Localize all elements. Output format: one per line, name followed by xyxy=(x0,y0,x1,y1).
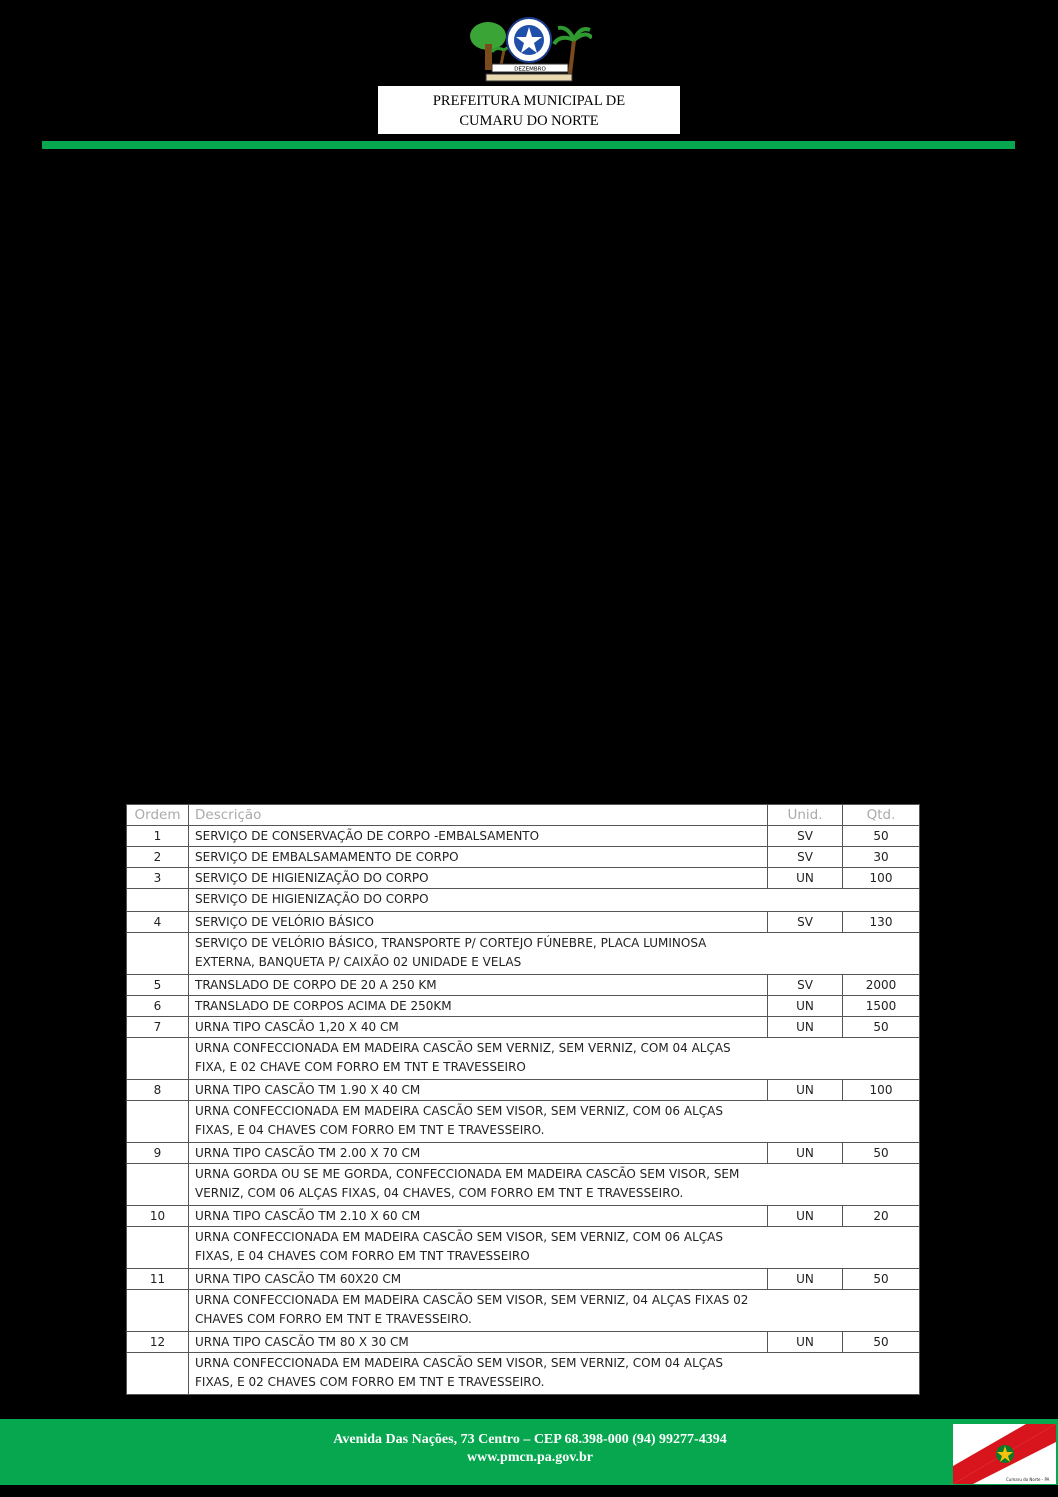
municipal-coat-of-arms-logo xyxy=(466,14,592,82)
table-row xyxy=(127,1331,920,1352)
table-row xyxy=(127,868,920,889)
detail-text: URNA CONFECCIONADA EM MADEIRA CASCÃO SEM VISOR, SEM VERNIZ, COM 04 ALÇAS FIXAS, E 02 CHAVES COM FORRO EM TNT E TRAVESSEIRO. xyxy=(195,1355,723,1389)
cell-qtd: 1500 xyxy=(843,995,920,1016)
municipality-title-box xyxy=(378,86,680,134)
cell-unid: SV xyxy=(768,911,843,932)
cell-unid: UN xyxy=(768,1079,843,1100)
footer-website[interactable]: www.pmcn.pa.gov.br xyxy=(466,1450,594,1465)
footer-address: Avenida Das Nações, 73 Centro – CEP 68.398-000 (94) 99277-4394 xyxy=(333,1432,727,1447)
cell-unid: SV xyxy=(768,974,843,995)
detail-text: SERVIÇO DE VELÓRIO BÁSICO, TRANSPORTE P/ CORTEJO FÚNEBRE, PLACA LUMINOSA EXTERNA, BANQUETA P/ CAIXÃO 02 UNIDADE E VELAS xyxy=(195,935,707,969)
cell-unid: UN xyxy=(768,1142,843,1163)
cell-ordem: 7 xyxy=(127,1016,189,1037)
table-row xyxy=(127,1142,920,1163)
cell-qtd: 130 xyxy=(843,911,920,932)
detail-text: URNA CONFECCIONADA EM MADEIRA CASCÃO SEM VISOR, SEM VERNIZ, COM 06 ALÇAS FIXAS, E 04 CHAVES COM FORRO EM TNT E TRAVESSEIRO. xyxy=(195,1103,723,1137)
table-detail-row xyxy=(127,1163,920,1205)
table-detail-row xyxy=(127,1289,920,1331)
detail-blank-cell xyxy=(127,1289,189,1331)
cell-descricao: URNA TIPO CASCÃO TM 2.10 X 60 CM xyxy=(189,1205,768,1226)
cell-descricao: TRANSLADO DE CORPO DE 20 A 250 KM xyxy=(189,974,768,995)
column-header-qtd: Qtd. xyxy=(843,805,920,826)
cell-ordem: 4 xyxy=(127,911,189,932)
cell-ordem: 5 xyxy=(127,974,189,995)
cell-unid: UN xyxy=(768,1205,843,1226)
cell-ordem: 6 xyxy=(127,995,189,1016)
detail-description-cell xyxy=(189,889,920,912)
cell-qtd: 50 xyxy=(843,1331,920,1352)
detail-blank-cell xyxy=(127,1100,189,1142)
table-row xyxy=(127,1079,920,1100)
column-header-descricao: Descrição xyxy=(189,805,768,826)
detail-text: SERVIÇO DE HIGIENIZAÇÃO DO CORPO xyxy=(195,892,429,906)
table-row xyxy=(127,911,920,932)
detail-text: URNA GORDA OU SE ME GORDA, CONFECCIONADA EM MADEIRA CASCÃO SEM VISOR, SEM VERNIZ, COM 06 ALÇAS FIXAS, 04 CHAVES, COM FORRO EM TNT E TRAVESSEIRO. xyxy=(195,1166,740,1200)
cell-descricao: URNA TIPO CASCÃO TM 80 X 30 CM xyxy=(189,1331,768,1352)
table-detail-row xyxy=(127,1100,920,1142)
cell-unid: UN xyxy=(768,1331,843,1352)
cell-unid: SV xyxy=(768,826,843,847)
cell-descricao: URNA TIPO CASCÃO TM 60X20 CM xyxy=(189,1268,768,1289)
cell-unid: UN xyxy=(768,995,843,1016)
cell-descricao: SERVIÇO DE HIGIENIZAÇÃO DO CORPO xyxy=(189,868,768,889)
cell-descricao: SERVIÇO DE EMBALSAMAMENTO DE CORPO xyxy=(189,847,768,868)
column-header-unid: Unid. xyxy=(768,805,843,826)
cell-ordem: 11 xyxy=(127,1268,189,1289)
cell-descricao: SERVIÇO DE CONSERVAÇÃO DE CORPO -EMBALSAMENTO xyxy=(189,826,768,847)
detail-description-cell xyxy=(189,932,920,974)
cell-descricao: URNA TIPO CASCÃO TM 2.00 X 70 CM xyxy=(189,1142,768,1163)
state-flag-icon xyxy=(953,1424,1056,1484)
table-detail-row xyxy=(127,932,920,974)
table-row xyxy=(127,995,920,1016)
table-row xyxy=(127,847,920,868)
flag-caption: Cumaru do Norte - PA xyxy=(1006,1477,1050,1482)
cell-qtd: 50 xyxy=(843,1016,920,1037)
cell-qtd: 100 xyxy=(843,868,920,889)
detail-blank-cell xyxy=(127,1163,189,1205)
table-detail-row xyxy=(127,1352,920,1394)
cell-qtd: 20 xyxy=(843,1205,920,1226)
detail-blank-cell xyxy=(127,1037,189,1079)
cell-ordem: 9 xyxy=(127,1142,189,1163)
table-row xyxy=(127,1268,920,1289)
detail-blank-cell xyxy=(127,1226,189,1268)
detail-text: URNA CONFECCIONADA EM MADEIRA CASCÃO SEM VISOR, SEM VERNIZ, COM 06 ALÇAS FIXAS, E 04 CHAVES COM FORRO EM TNT TRAVESSEIRO xyxy=(195,1229,723,1263)
cell-ordem: 2 xyxy=(127,847,189,868)
table-row xyxy=(127,974,920,995)
cell-ordem: 10 xyxy=(127,1205,189,1226)
cell-unid: UN xyxy=(768,868,843,889)
table-detail-row xyxy=(127,1226,920,1268)
cell-unid: UN xyxy=(768,1268,843,1289)
items-table xyxy=(126,804,920,1395)
cell-descricao: SERVIÇO DE VELÓRIO BÁSICO xyxy=(189,911,768,932)
cell-ordem: 12 xyxy=(127,1331,189,1352)
detail-description-cell xyxy=(189,1100,920,1142)
detail-description-cell xyxy=(189,1163,920,1205)
detail-blank-cell xyxy=(127,889,189,912)
cell-qtd: 50 xyxy=(843,1268,920,1289)
table-detail-row xyxy=(127,1037,920,1079)
column-header-ordem: Ordem xyxy=(127,805,189,826)
cell-unid: UN xyxy=(768,1016,843,1037)
detail-description-cell xyxy=(189,1226,920,1268)
cell-unid: SV xyxy=(768,847,843,868)
detail-description-cell xyxy=(189,1289,920,1331)
detail-description-cell xyxy=(189,1037,920,1079)
footer-contact xyxy=(260,1431,800,1467)
cell-descricao: URNA TIPO CASCÃO TM 1.90 X 40 CM xyxy=(189,1079,768,1100)
cell-ordem: 3 xyxy=(127,868,189,889)
cell-descricao: URNA TIPO CASCÃO 1,20 X 40 CM xyxy=(189,1016,768,1037)
cell-ordem: 8 xyxy=(127,1079,189,1100)
header-divider-bar xyxy=(42,141,1015,149)
cell-qtd: 2000 xyxy=(843,974,920,995)
table-detail-row xyxy=(127,889,920,912)
cell-qtd: 50 xyxy=(843,1142,920,1163)
cell-qtd: 100 xyxy=(843,1079,920,1100)
table-row xyxy=(127,1016,920,1037)
title-line-2: CUMARU DO NORTE xyxy=(459,113,599,129)
cell-ordem: 1 xyxy=(127,826,189,847)
title-line-1: PREFEITURA MUNICIPAL DE xyxy=(432,93,626,109)
cell-qtd: 50 xyxy=(843,826,920,847)
detail-blank-cell xyxy=(127,1352,189,1394)
detail-blank-cell xyxy=(127,932,189,974)
detail-description-cell xyxy=(189,1352,920,1394)
detail-text: URNA CONFECCIONADA EM MADEIRA CASCÃO SEM VISOR, SEM VERNIZ, 04 ALÇAS FIXAS 02 CHAVES COM FORRO EM TNT E TRAVESSEIRO. xyxy=(195,1292,749,1326)
cell-qtd: 30 xyxy=(843,847,920,868)
table-row xyxy=(127,826,920,847)
logo-ribbon-text: DEZEMBRO xyxy=(514,66,546,73)
detail-text: URNA CONFECCIONADA EM MADEIRA CASCÃO SEM VERNIZ, SEM VERNIZ, COM 04 ALÇAS FIXA, E 02 CHAVE COM FORRO EM TNT E TRAVESSEIRO xyxy=(195,1040,731,1074)
table-header-row xyxy=(127,805,920,826)
cell-descricao: TRANSLADO DE CORPOS ACIMA DE 250KM xyxy=(189,995,768,1016)
table-row xyxy=(127,1205,920,1226)
